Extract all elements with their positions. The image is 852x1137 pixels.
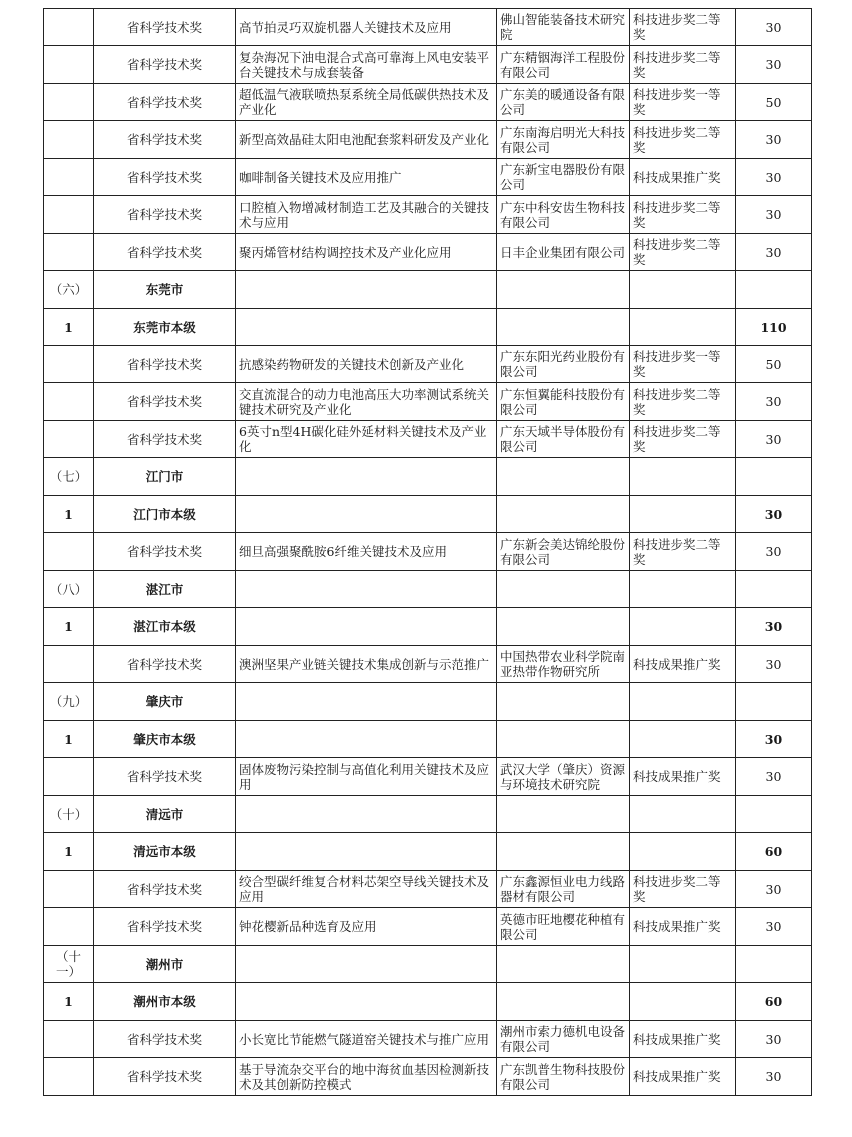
city-number-cell: （八） — [44, 571, 94, 608]
city-header-row — [44, 946, 812, 983]
award-item-row — [44, 646, 812, 683]
project-name-cell: 澳洲坚果产业链关键技术集成创新与示范推广 — [236, 646, 497, 683]
organization-cell: 广东恒翼能科技股份有限公司 — [497, 383, 630, 421]
amount-cell: 30 — [736, 533, 812, 571]
amount-cell: 30 — [736, 196, 812, 234]
empty-cell — [630, 796, 736, 833]
award-item-row — [44, 871, 812, 908]
project-name-cell: 绞合型碳纤维复合材料芯架空导线关键技术及应用 — [236, 871, 497, 908]
level-total-cell: 30 — [736, 721, 812, 758]
project-name-cell: 钟花樱新品种选育及应用 — [236, 908, 497, 946]
empty-cell — [736, 458, 812, 496]
amount-cell: 30 — [736, 121, 812, 159]
empty-cell — [236, 983, 497, 1021]
award-type-cell: 省科学技术奖 — [94, 421, 236, 458]
city-header-row — [44, 571, 812, 608]
table-body — [44, 9, 812, 1096]
award-funding-table — [43, 8, 812, 1096]
index-cell — [44, 1021, 94, 1058]
award-type-cell: 省科学技术奖 — [94, 646, 236, 683]
empty-cell — [736, 271, 812, 309]
empty-cell — [736, 571, 812, 608]
city-level-row — [44, 833, 812, 871]
amount-cell: 50 — [736, 346, 812, 383]
award-type-cell: 省科学技术奖 — [94, 9, 236, 46]
level-total-cell: 60 — [736, 833, 812, 871]
empty-cell — [497, 571, 630, 608]
project-name-cell: 超低温气液联喷热泵系统全局低碳供热技术及产业化 — [236, 84, 497, 121]
empty-cell — [630, 271, 736, 309]
city-level-row — [44, 496, 812, 533]
level-name-cell: 江门市本级 — [94, 496, 236, 533]
city-number-cell: （七） — [44, 458, 94, 496]
empty-cell — [497, 796, 630, 833]
city-number-cell: （十一） — [44, 946, 94, 983]
award-item-row — [44, 121, 812, 159]
amount-cell: 30 — [736, 908, 812, 946]
index-cell — [44, 383, 94, 421]
organization-cell: 佛山智能装备技术研究院 — [497, 9, 630, 46]
empty-cell — [630, 683, 736, 721]
award-type-cell: 省科学技术奖 — [94, 346, 236, 383]
award-type-cell: 省科学技术奖 — [94, 533, 236, 571]
empty-cell — [497, 721, 630, 758]
amount-cell: 30 — [736, 1058, 812, 1096]
empty-cell — [736, 683, 812, 721]
empty-cell — [630, 983, 736, 1021]
empty-cell — [497, 458, 630, 496]
award-item-row — [44, 196, 812, 234]
empty-cell — [630, 458, 736, 496]
project-name-cell: 小长宽比节能燃气隧道窑关键技术与推广应用 — [236, 1021, 497, 1058]
organization-cell: 广东美的暖通设备有限公司 — [497, 84, 630, 121]
empty-cell — [736, 946, 812, 983]
index-cell — [44, 346, 94, 383]
award-item-row — [44, 758, 812, 796]
empty-cell — [736, 796, 812, 833]
award-item-row — [44, 46, 812, 84]
index-cell — [44, 234, 94, 271]
award-type-cell: 省科学技术奖 — [94, 196, 236, 234]
city-header-row — [44, 458, 812, 496]
level-name-cell: 东莞市本级 — [94, 309, 236, 346]
city-level-row — [44, 721, 812, 758]
empty-cell — [497, 833, 630, 871]
organization-cell: 广东天域半导体股份有限公司 — [497, 421, 630, 458]
index-cell — [44, 9, 94, 46]
empty-cell — [236, 721, 497, 758]
city-header-row — [44, 796, 812, 833]
city-header-row — [44, 271, 812, 309]
organization-cell: 中国热带农业科学院南亚热带作物研究所 — [497, 646, 630, 683]
project-name-cell: 聚丙烯管材结构调控技术及产业化应用 — [236, 234, 497, 271]
empty-cell — [497, 496, 630, 533]
empty-cell — [630, 496, 736, 533]
award-type-cell: 省科学技术奖 — [94, 159, 236, 196]
city-number-cell: （九） — [44, 683, 94, 721]
organization-cell: 广东东阳光药业股份有限公司 — [497, 346, 630, 383]
empty-cell — [236, 271, 497, 309]
organization-cell: 广东鑫源恒业电力线路器材有限公司 — [497, 871, 630, 908]
empty-cell — [236, 608, 497, 646]
project-name-cell: 6英寸n型4H碳化硅外延材料关键技术及产业化 — [236, 421, 497, 458]
empty-cell — [497, 983, 630, 1021]
organization-cell: 英德市旺地樱花种植有限公司 — [497, 908, 630, 946]
project-name-cell: 口腔植入物增减材制造工艺及其融合的关键技术与应用 — [236, 196, 497, 234]
amount-cell: 30 — [736, 159, 812, 196]
empty-cell — [497, 683, 630, 721]
organization-cell: 广东南海启明光大科技有限公司 — [497, 121, 630, 159]
award-level-cell: 科技进步奖二等奖 — [630, 383, 736, 421]
index-cell — [44, 84, 94, 121]
index-cell — [44, 159, 94, 196]
award-item-row — [44, 383, 812, 421]
amount-cell: 30 — [736, 646, 812, 683]
level-number-cell: 1 — [44, 608, 94, 646]
award-level-cell: 科技进步奖二等奖 — [630, 871, 736, 908]
amount-cell: 30 — [736, 871, 812, 908]
index-cell — [44, 908, 94, 946]
empty-cell — [630, 571, 736, 608]
award-level-cell: 科技进步奖二等奖 — [630, 234, 736, 271]
project-name-cell: 基于导流杂交平台的地中海贫血基因检测新技术及其创新防控模式 — [236, 1058, 497, 1096]
award-item-row — [44, 159, 812, 196]
award-type-cell: 省科学技术奖 — [94, 908, 236, 946]
empty-cell — [236, 833, 497, 871]
empty-cell — [236, 458, 497, 496]
empty-cell — [236, 946, 497, 983]
city-level-row — [44, 608, 812, 646]
level-total-cell: 30 — [736, 608, 812, 646]
award-type-cell: 省科学技术奖 — [94, 46, 236, 84]
amount-cell: 30 — [736, 1021, 812, 1058]
organization-cell: 广东精铟海洋工程股份有限公司 — [497, 46, 630, 84]
organization-cell: 广东中科安齿生物科技有限公司 — [497, 196, 630, 234]
city-name-cell: 湛江市 — [94, 571, 236, 608]
award-type-cell: 省科学技术奖 — [94, 871, 236, 908]
award-item-row — [44, 9, 812, 46]
award-type-cell: 省科学技术奖 — [94, 121, 236, 159]
award-item-row — [44, 1021, 812, 1058]
amount-cell: 30 — [736, 234, 812, 271]
award-level-cell: 科技进步奖二等奖 — [630, 421, 736, 458]
organization-cell: 广东新会美达锦纶股份有限公司 — [497, 533, 630, 571]
index-cell — [44, 196, 94, 234]
award-level-cell: 科技成果推广奖 — [630, 758, 736, 796]
organization-cell: 广东凯普生物科技股份有限公司 — [497, 1058, 630, 1096]
city-number-cell: （十） — [44, 796, 94, 833]
award-level-cell: 科技进步奖一等奖 — [630, 84, 736, 121]
city-name-cell: 清远市 — [94, 796, 236, 833]
award-item-row — [44, 84, 812, 121]
empty-cell — [497, 608, 630, 646]
level-total-cell: 30 — [736, 496, 812, 533]
award-level-cell: 科技成果推广奖 — [630, 908, 736, 946]
city-name-cell: 肇庆市 — [94, 683, 236, 721]
award-level-cell: 科技进步奖二等奖 — [630, 533, 736, 571]
empty-cell — [630, 608, 736, 646]
award-level-cell: 科技进步奖二等奖 — [630, 9, 736, 46]
empty-cell — [497, 271, 630, 309]
award-level-cell: 科技成果推广奖 — [630, 1021, 736, 1058]
city-name-cell: 潮州市 — [94, 946, 236, 983]
index-cell — [44, 421, 94, 458]
award-item-row — [44, 908, 812, 946]
project-name-cell: 细旦高强聚酰胺6纤维关键技术及应用 — [236, 533, 497, 571]
award-type-cell: 省科学技术奖 — [94, 383, 236, 421]
index-cell — [44, 646, 94, 683]
level-number-cell: 1 — [44, 983, 94, 1021]
city-name-cell: 江门市 — [94, 458, 236, 496]
amount-cell: 30 — [736, 9, 812, 46]
amount-cell: 30 — [736, 46, 812, 84]
index-cell — [44, 533, 94, 571]
project-name-cell: 交直流混合的动力电池高压大功率测试系统关键技术研究及产业化 — [236, 383, 497, 421]
level-number-cell: 1 — [44, 721, 94, 758]
project-name-cell: 新型高效晶硅太阳电池配套浆料研发及产业化 — [236, 121, 497, 159]
level-total-cell: 60 — [736, 983, 812, 1021]
level-name-cell: 肇庆市本级 — [94, 721, 236, 758]
project-name-cell: 咖啡制备关键技术及应用推广 — [236, 159, 497, 196]
award-level-cell: 科技进步奖一等奖 — [630, 346, 736, 383]
index-cell — [44, 758, 94, 796]
empty-cell — [497, 309, 630, 346]
award-level-cell: 科技进步奖二等奖 — [630, 121, 736, 159]
level-total-cell: 110 — [736, 309, 812, 346]
award-item-row — [44, 421, 812, 458]
index-cell — [44, 1058, 94, 1096]
award-type-cell: 省科学技术奖 — [94, 1021, 236, 1058]
city-header-row — [44, 683, 812, 721]
empty-cell — [236, 796, 497, 833]
award-level-cell: 科技成果推广奖 — [630, 1058, 736, 1096]
level-name-cell: 潮州市本级 — [94, 983, 236, 1021]
index-cell — [44, 46, 94, 84]
city-name-cell: 东莞市 — [94, 271, 236, 309]
index-cell — [44, 121, 94, 159]
project-name-cell: 抗感染药物研发的关键技术创新及产业化 — [236, 346, 497, 383]
award-level-cell: 科技进步奖二等奖 — [630, 196, 736, 234]
level-name-cell: 湛江市本级 — [94, 608, 236, 646]
empty-cell — [497, 946, 630, 983]
award-level-cell: 科技成果推广奖 — [630, 646, 736, 683]
amount-cell: 30 — [736, 383, 812, 421]
organization-cell: 广东新宝电器股份有限公司 — [497, 159, 630, 196]
award-item-row — [44, 346, 812, 383]
award-item-row — [44, 234, 812, 271]
empty-cell — [236, 496, 497, 533]
project-name-cell: 固体废物污染控制与高值化利用关键技术及应用 — [236, 758, 497, 796]
level-number-cell: 1 — [44, 309, 94, 346]
award-level-cell: 科技进步奖二等奖 — [630, 46, 736, 84]
award-type-cell: 省科学技术奖 — [94, 234, 236, 271]
organization-cell: 日丰企业集团有限公司 — [497, 234, 630, 271]
level-number-cell: 1 — [44, 833, 94, 871]
award-type-cell: 省科学技术奖 — [94, 758, 236, 796]
empty-cell — [630, 309, 736, 346]
award-level-cell: 科技成果推广奖 — [630, 159, 736, 196]
amount-cell: 30 — [736, 421, 812, 458]
award-type-cell: 省科学技术奖 — [94, 1058, 236, 1096]
city-number-cell: （六） — [44, 271, 94, 309]
award-type-cell: 省科学技术奖 — [94, 84, 236, 121]
project-name-cell: 高节拍灵巧双旋机器人关键技术及应用 — [236, 9, 497, 46]
empty-cell — [630, 833, 736, 871]
organization-cell: 潮州市索力德机电设备有限公司 — [497, 1021, 630, 1058]
empty-cell — [236, 309, 497, 346]
award-item-row — [44, 533, 812, 571]
index-cell — [44, 871, 94, 908]
level-name-cell: 清远市本级 — [94, 833, 236, 871]
award-item-row — [44, 1058, 812, 1096]
empty-cell — [630, 946, 736, 983]
level-number-cell: 1 — [44, 496, 94, 533]
city-level-row — [44, 309, 812, 346]
empty-cell — [630, 721, 736, 758]
empty-cell — [236, 571, 497, 608]
city-level-row — [44, 983, 812, 1021]
project-name-cell: 复杂海况下油电混合式高可靠海上风电安装平台关键技术与成套装备 — [236, 46, 497, 84]
amount-cell: 30 — [736, 758, 812, 796]
amount-cell: 50 — [736, 84, 812, 121]
organization-cell: 武汉大学（肇庆）资源与环境技术研究院 — [497, 758, 630, 796]
empty-cell — [236, 683, 497, 721]
